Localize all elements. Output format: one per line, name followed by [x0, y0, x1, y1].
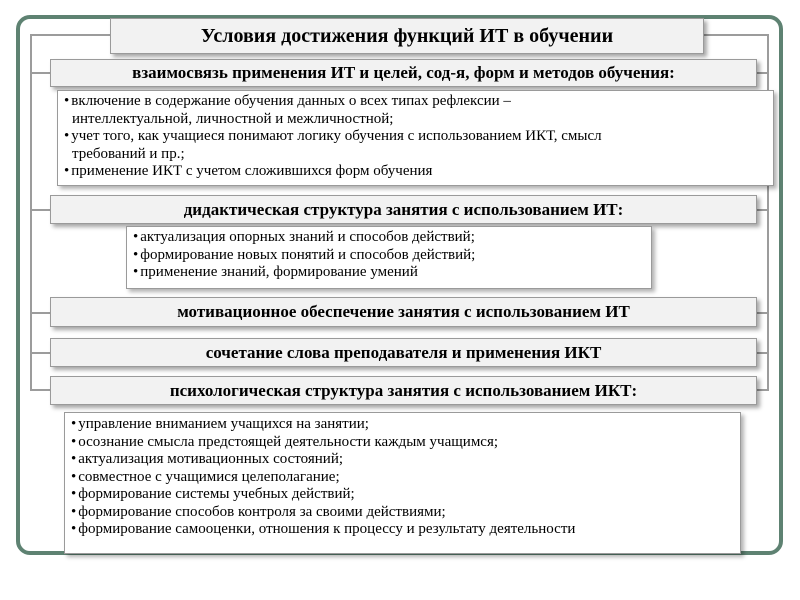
connector-line	[30, 312, 50, 314]
connector-line	[30, 352, 50, 354]
connector-line	[756, 72, 769, 74]
list-item: • включение в содержание обучения данных о всех типах рефлексии – интеллектуальной, личностной и межличностной;	[64, 93, 769, 128]
list-item: • актуализация мотивационных состояний;	[71, 451, 736, 469]
section-list-interrelation	[57, 90, 774, 186]
list-item: • применение ИКТ с учетом сложившихся форм обучения	[64, 163, 769, 181]
section-heading-psychological: психологическая структура занятия с использованием ИКТ:	[50, 376, 757, 405]
list-item: • совместное с учащимися целеполагание;	[71, 469, 736, 487]
section-list-psychological	[64, 412, 741, 554]
connector-line	[30, 72, 50, 74]
list-item: • актуализация опорных знаний и способов действий;	[133, 229, 647, 247]
list-item: • формирование способов контроля за своими действиями;	[71, 504, 736, 522]
connector-line	[30, 209, 50, 211]
section-list-didactic	[126, 226, 652, 289]
connector-line	[756, 352, 769, 354]
connector-line	[756, 209, 769, 211]
section-heading-interrelation: взаимосвязь применения ИТ и целей, сод-я, форм и методов обучения:	[50, 59, 757, 87]
connector-line	[756, 312, 769, 314]
list-item: • учет того, как учащиеся понимают логику обучения с использованием ИКТ, смысл требований и пр.;	[64, 128, 769, 163]
list-item: • формирование новых понятий и способов действий;	[133, 247, 647, 265]
list-item: • осознание смысла предстоящей деятельности каждым учащимся;	[71, 434, 736, 452]
list-item: • применение знаний, формирование умений	[133, 264, 647, 282]
section-heading-teacher-word: сочетание слова преподавателя и применения ИКТ	[50, 338, 757, 367]
connector-line	[30, 389, 50, 391]
list-item: • управление вниманием учащихся на занятии;	[71, 416, 736, 434]
list-item: • формирование самооценки, отношения к процессу и результату деятельности	[71, 521, 736, 539]
section-heading-motivation: мотивационное обеспечение занятия с использованием ИТ	[50, 297, 757, 327]
page-title: Условия достижения функций ИТ в обучении	[110, 18, 704, 54]
list-item: • формирование системы учебных действий;	[71, 486, 736, 504]
section-heading-didactic: дидактическая структура занятия с использованием ИТ:	[50, 195, 757, 224]
connector-line	[756, 389, 769, 391]
